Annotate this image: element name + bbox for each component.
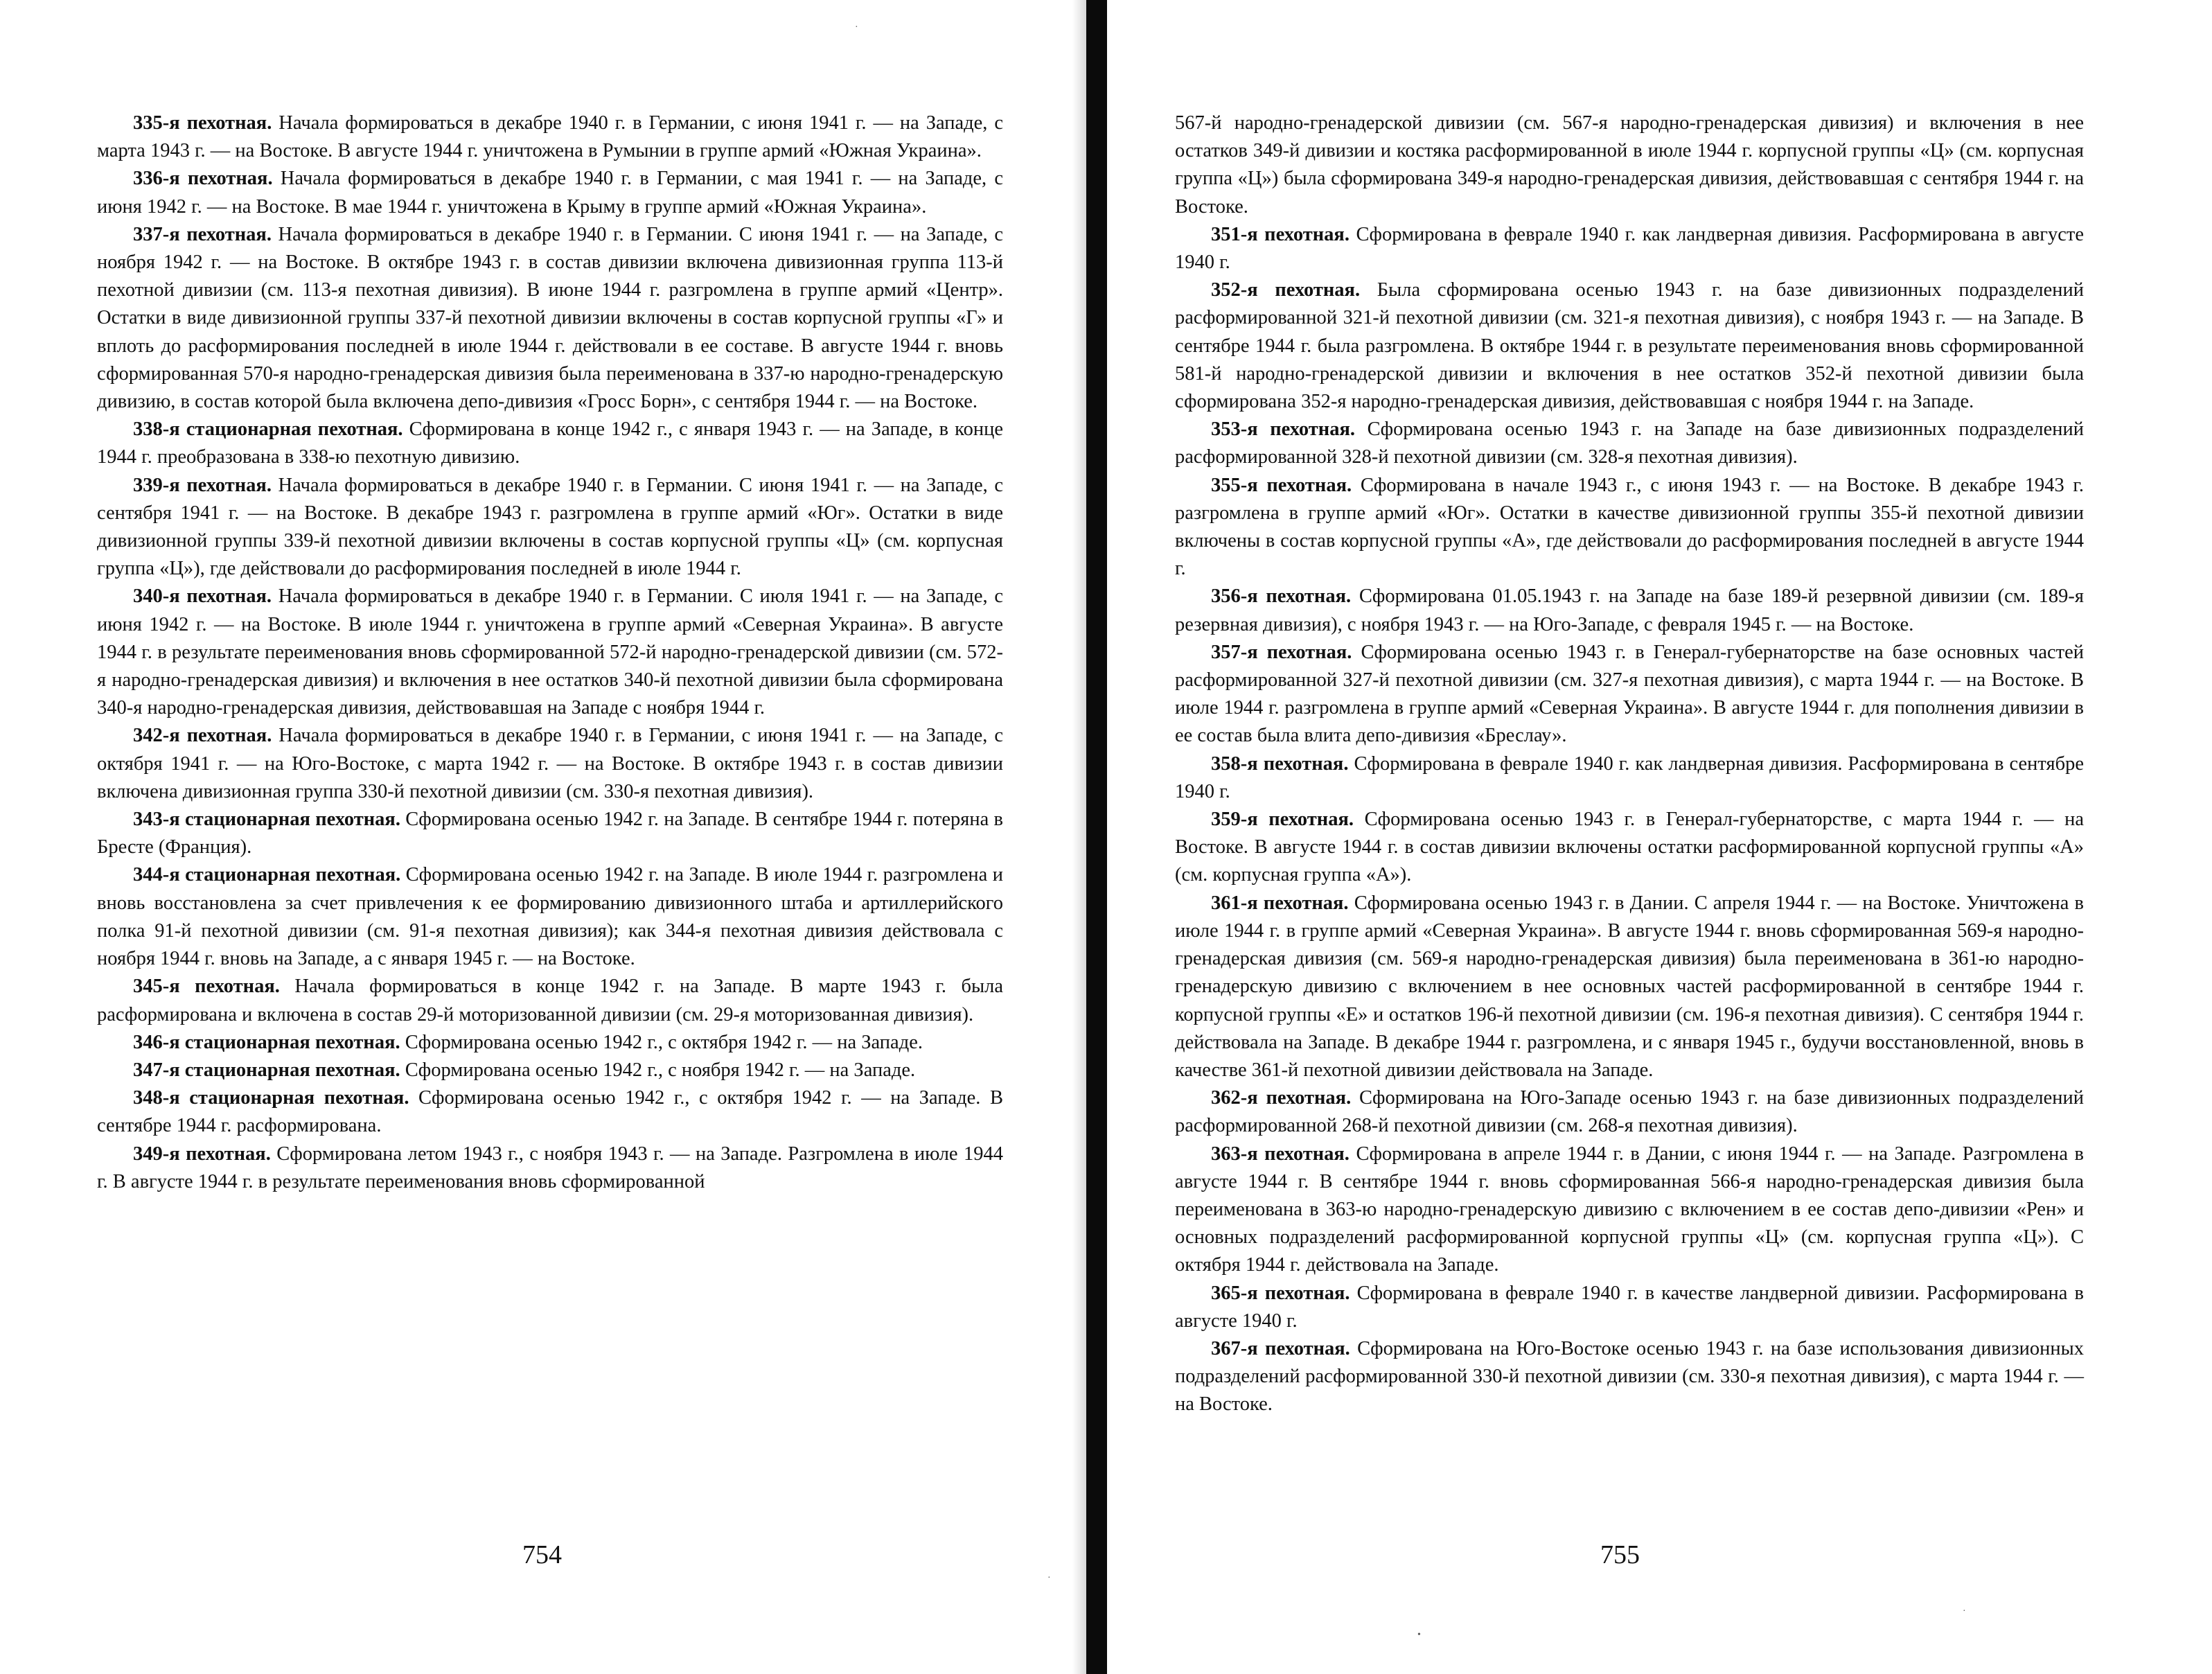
division-title: 338-я стационарная пехотная.	[133, 418, 403, 441]
division-entry	[1175, 806, 2084, 890]
division-entry	[1175, 583, 2084, 638]
division-title: 335-я пехотная.	[133, 112, 272, 134]
spine-shadow	[1072, 0, 1086, 1674]
division-title: 362-я пехотная.	[1211, 1087, 1352, 1109]
division-description: Сформирована в феврале 1940 г. как ландверная дивизия. Расформирована в сентябре 1940 г.	[1175, 752, 2084, 802]
division-description: Начала формироваться в декабре 1940 г. в Германии. С июля 1941 г. — на Западе, с июня 1942 г. — на Востоке. В июле 1944 г. уничтожена в группе армий «Северная Украина». В августе 1944 г. в результате переименования вновь сформированной 572-й народно-гренадерской дивизии (см. 572-я народно-гренадерская дивизия) и включения в нее остатков 340-й пехотной дивизии была сформирована 340-я народно-гренадерская дивизия, действовавшая на Западе с ноября 1944 г.	[97, 585, 1003, 719]
book-spine	[1086, 0, 1107, 1674]
division-description: Сформирована 01.05.1943 г. на Западе на базе 189-й резервной дивизии (см. 189-я резервная дивизия), с ноября 1943 г. — на Юго-Западе, с февраля 1945 г. — на Востоке.	[1175, 585, 2084, 635]
division-entry	[97, 472, 1003, 583]
division-description: Начала формироваться в декабре 1940 г. в Германии. С июня 1941 г. — на Западе, с ноября 1942 г. — на Востоке. В октябре 1943 г. в состав дивизии включена дивизионная группа 113-й пехотной дивизии (см. 113-я пехотная дивизия). В июне 1944 г. разгромлена в группе армий «Центр». Остатки в виде дивизионной группы 337-й пехотной дивизии включены в состав корпусной группы «Г» и вплоть до расформирования последней в июле 1944 г. действовали в ее составе. В августе 1944 г. вновь сформированная 570-я народно-гренадерская дивизия была переименована в 337-ю народно-гренадерскую дивизию, в состав которой была включена депо-дивизия «Гросс Борн», с сентября 1944 г. — на Востоке.	[97, 223, 1003, 413]
division-description: Сформирована осенью 1942 г., с октября 1942 г. — на Западе.	[400, 1031, 923, 1053]
division-entry	[97, 221, 1003, 416]
division-title: 346-я стационарная пехотная.	[133, 1031, 400, 1053]
division-entry	[1175, 1084, 2084, 1140]
division-description: Была сформирована осенью 1943 г. на базе дивизионных подразделений расформированной 321-й пехотной дивизии (см. 321-я пехотная дивизия), с ноября 1943 г. — на Западе. В сентябре 1944 г. была разгромлена. В октябре 1944 г. в результате переименования вновь сформированной 581-й народно-гренадерской дивизии и включения в нее остатков 352-й пехотной дивизии была сформирована 352-я народно-гренадерская дивизия, действовавшая с ноября 1944 г. на Западе.	[1175, 279, 2084, 413]
division-entry	[97, 973, 1003, 1028]
division-entry	[1175, 221, 2084, 276]
division-entry	[97, 416, 1003, 471]
division-title: 361-я пехотная.	[1211, 892, 1349, 914]
division-description: Сформирована в апреле 1944 г. в Дании, с июня 1944 г. — на Западе. Разгромлена в августе 1944 г. В сентябре 1944 г. вновь сформированная 566-я народно-гренадерская дивизия была переименована в 363-ю народно-гренадерскую дивизию с включением в ее состав депо-дивизии «Рен» и основных подразделений расформированной корпусной группы «Ц» (см. корпусная группа «Ц»). С октября 1944 г. действовала на Западе.	[1175, 1143, 2084, 1276]
division-description: Сформирована на Юго-Востоке осенью 1943 г. на базе использования дивизионных подразделений расформированной 330-й пехотной дивизии (см. 330-я пехотная дивизия), с марта 1944 г. — на Востоке.	[1175, 1337, 2084, 1416]
division-description: 567-й народно-гренадерской дивизии (см. 567-я народно-гренадерская дивизия) и включения в нее остатков 349-й дивизии и костяка расформированной в июле 1944 г. корпусной группы «Ц» (см. корпусная группа «Ц») была сформирована 349-я народно-гренадерская дивизия, действовавшая с сентября 1944 г. на Востоке.	[1175, 112, 2084, 218]
division-entry	[1175, 890, 2084, 1084]
right-page-number: 755	[1600, 1540, 1640, 1569]
division-title: 357-я пехотная.	[1211, 641, 1352, 663]
division-entry	[97, 1084, 1003, 1140]
division-entry	[97, 722, 1003, 806]
division-description: Сформирована в начале 1943 г., с июня 1943 г. — на Востоке. В декабре 1943 г. разгромлена в группе армий «Юг». Остатки в качестве дивизионной группы 355-й пехотной дивизии включены в состав корпусной группы «А», где действовали до расформирования последней в августе 1944 г.	[1175, 474, 2084, 580]
division-description: Сформирована летом 1943 г., с ноября 1943 г. — на Западе. Разгромлена в июле 1944 г. В августе 1944 г. в результате переименования вновь сформированной	[97, 1143, 1003, 1192]
division-description: Сформирована осенью 1943 г. на Западе на базе дивизионных подразделений расформированной 328-й пехотной дивизии (см. 328-я пехотная дивизия).	[1175, 418, 2084, 468]
division-title: 358-я пехотная.	[1211, 752, 1349, 775]
division-title: 367-я пехотная.	[1211, 1337, 1350, 1359]
division-description: Сформирована в феврале 1940 г. в качестве ландверной дивизии. Расформирована в августе 1940 г.	[1175, 1282, 2084, 1332]
scan-speck: •	[1417, 1630, 1421, 1640]
division-title: 340-я пехотная.	[133, 585, 272, 608]
division-description: Сформирована осенью 1942 г., с ноября 1942 г. — на Западе.	[400, 1059, 916, 1081]
division-entry	[97, 109, 1003, 165]
division-entry	[1175, 1140, 2084, 1280]
division-entry	[1175, 276, 2084, 416]
division-title: 344-я стационарная пехотная.	[133, 864, 401, 886]
division-entry	[1175, 639, 2084, 750]
division-description: Сформирована осенью 1942 г. на Западе. В июле 1944 г. разгромлена и вновь восстановлена за счет привлечения к ее формированию дивизионного штаба и артиллерийского полка 91-й пехотной дивизии (см. 91-я пехотная дивизия); как 344-я пехотная дивизия действовала с ноября 1944 г. вновь на Западе, а с января 1945 г. — на Востоке.	[97, 864, 1003, 970]
division-title: 352-я пехотная.	[1211, 279, 1361, 301]
division-entry	[97, 1057, 1003, 1084]
division-description: Начала формироваться в декабре 1940 г. в Германии. С июня 1941 г. — на Западе, с сентября 1941 г. — на Востоке. В декабре 1943 г. разгромлена в группе армий «Юг». Остатки в виде дивизионной группы 339-й пехотной дивизии включены в состав корпусной группы «Ц» (см. корпусная группа «Ц»), где действовали до расформирования последней в июле 1944 г.	[97, 474, 1003, 580]
division-entry	[1175, 472, 2084, 583]
division-description: Сформирована в феврале 1940 г. как ландверная дивизия. Расформирована в августе 1940 г.	[1175, 223, 2085, 274]
division-entry	[97, 1029, 1003, 1057]
left-page-text	[97, 109, 1003, 1196]
division-title: 347-я стационарная пехотная.	[133, 1059, 400, 1081]
scan-speck: ·	[855, 22, 858, 33]
division-entry	[97, 861, 1003, 973]
division-title: 345-я пехотная.	[133, 976, 280, 998]
scan-speck: ·	[1963, 1606, 1966, 1616]
division-description: Сформирована осенью 1943 г. в Генерал-губернаторстве на базе основных частей расформированной 327-й пехотной дивизии (см. 327-я пехотная дивизия), с марта 1944 г. — на Востоке. В июле 1944 г. разгромлена в группе армий «Северная Украина». В августе 1944 г. для пополнения дивизии в ее состав была влита депо-дивизия «Бреслау».	[1175, 641, 2084, 747]
division-title: 349-я пехотная.	[133, 1143, 271, 1165]
division-entry	[97, 1140, 1003, 1196]
division-title: 337-я пехотная.	[133, 223, 272, 245]
division-title: 363-я пехотная.	[1211, 1143, 1350, 1165]
division-description: Начала формироваться в декабре 1940 г. в Германии, с июня 1941 г. — на Западе, с марта 1943 г. — на Востоке. В августе 1944 г. уничтожена в Румынии в группе армий «Южная Украина».	[97, 112, 1003, 162]
division-title: 343-я стационарная пехотная.	[133, 809, 400, 831]
division-title: 336-я пехотная.	[133, 168, 273, 190]
division-description: Начала формироваться в конце 1942 г. на Западе. В марте 1943 г. была расформирована и включена в состав 29-й моторизованной дивизии (см. 29-я моторизованная дивизия).	[97, 976, 1003, 1025]
division-description: Сформирована на Юго-Западе осенью 1943 г. на базе дивизионных подразделений расформированной 268-й пехотной дивизии (см. 268-я пехотная дивизия).	[1175, 1087, 2084, 1137]
division-entry	[1175, 1280, 2084, 1335]
division-description: Сформирована осенью 1942 г. на Западе. В сентябре 1944 г. потеряна в Бресте (Франция).	[97, 809, 1003, 858]
division-entry	[1175, 1335, 2084, 1419]
division-title: 365-я пехотная.	[1211, 1282, 1350, 1304]
division-entry	[1175, 109, 2084, 221]
division-description: Сформирована осенью 1943 г. в Дании. С апреля 1944 г. — на Востоке. Уничтожена в июле 1944 г. в группе армий «Северная Украина». В августе 1944 г. вновь сформированная 569-я народно-гренадерская дивизия (см. 569-я народно-гренадерская дивизия) была переименована в 361-ю народно-гренадерскую дивизию с включением в нее основных частей расформированной в сентябре 1944 г. корпусной группы «Е» и остатков 196-й пехотной дивизии (см. 196-я пехотная дивизия). С сентября 1944 г. действовала на Западе. В декабре 1944 г. разгромлена, и с января 1945 г., будучи восстановленной, вновь в качестве 361-й пехотной дивизии действовала на Западе.	[1175, 892, 2084, 1081]
division-entry	[1175, 750, 2084, 806]
division-title: 339-я пехотная.	[133, 474, 272, 496]
left-page	[0, 0, 1074, 1674]
right-page-text	[1175, 109, 2084, 1419]
division-entry	[97, 583, 1003, 722]
division-title: 342-я пехотная.	[133, 725, 272, 747]
left-page-number: 754	[522, 1540, 562, 1569]
division-description: Начала формироваться в декабре 1940 г. в Германии, с мая 1941 г. — на Западе, с июня 1942 г. — на Востоке. В мае 1944 г. уничтожена в Крыму в группе армий «Южная Украина».	[97, 168, 1003, 218]
division-description: Начала формироваться в декабре 1940 г. в Германии, с июня 1941 г. — на Западе, с октября 1941 г. — на Юго-Востоке, с марта 1942 г. — на Востоке. В октябре 1943 г. в состав дивизии включена дивизионная группа 330-й пехотной дивизии (см. 330-я пехотная дивизия).	[97, 725, 1003, 802]
division-entry	[97, 806, 1003, 861]
division-description: Сформирована осенью 1942 г., с октября 1942 г. — на Западе. В сентябре 1944 г. расформирована.	[97, 1087, 1003, 1137]
division-entry	[1175, 416, 2084, 471]
division-entry	[97, 165, 1003, 220]
division-title: 355-я пехотная.	[1211, 474, 1352, 496]
right-page	[1108, 0, 2212, 1674]
scan-speck: ·	[1047, 1573, 1051, 1583]
division-title: 353-я пехотная.	[1211, 418, 1356, 441]
division-title: 348-я стационарная пехотная.	[133, 1087, 409, 1109]
division-description: Сформирована осенью 1943 г. в Генерал-губернаторстве, с марта 1944 г. — на Востоке. В августе 1944 г. в состав дивизии включены остатки расформированной корпусной группы «А» (см. корпусная группа «А»).	[1175, 809, 2084, 886]
division-description: Сформирована в конце 1942 г., с января 1943 г. — на Западе, в конце 1944 г. преобразована в 338-ю пехотную дивизию.	[97, 418, 1003, 468]
division-title: 359-я пехотная.	[1211, 809, 1354, 831]
division-title: 351-я пехотная.	[1211, 223, 1350, 245]
division-title: 356-я пехотная.	[1211, 585, 1352, 608]
